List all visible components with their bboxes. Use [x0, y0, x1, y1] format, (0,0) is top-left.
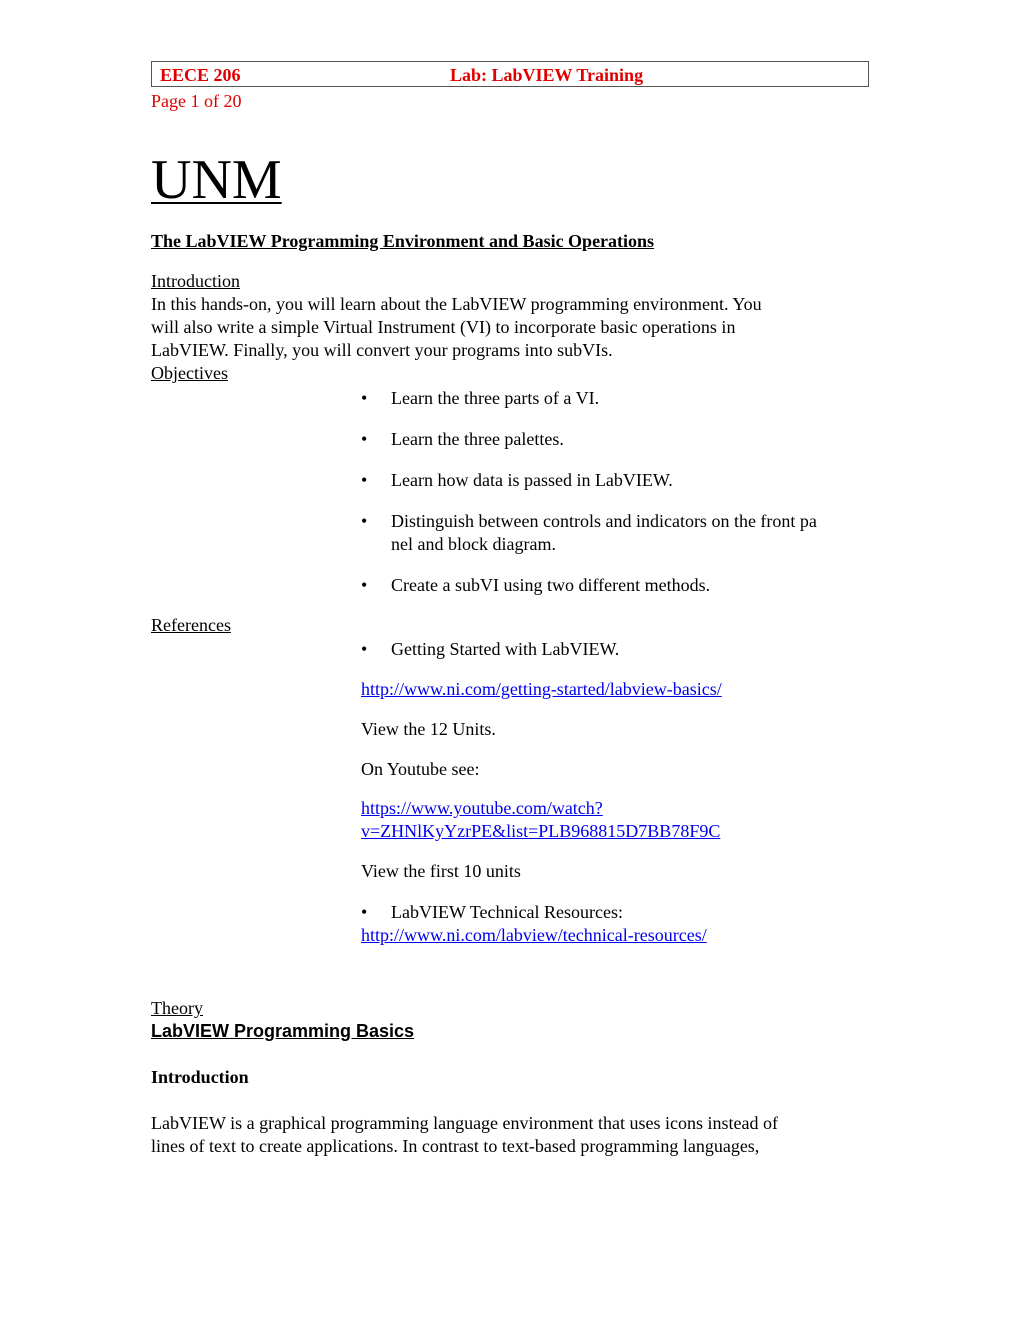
introduction-line-2: will also write a simple Virtual Instrument (VI) to incorporate basic operations in	[151, 317, 736, 337]
reference-item	[361, 901, 881, 924]
theory-line-2: lines of text to create applications. In contrast to text-based programming languages,	[151, 1136, 760, 1156]
technical-resources-link[interactable]: http://www.ni.com/labview/technical-resources/	[361, 925, 707, 945]
labview-basics-link[interactable]: http://www.ni.com/getting-started/labview-basics/	[361, 679, 722, 699]
objective-text: Learn the three palettes.	[391, 429, 564, 449]
objective-item	[361, 510, 881, 556]
introduction-line-3: LabVIEW. Finally, you will convert your programs into subVIs.	[151, 340, 613, 360]
bullet-icon: •	[361, 470, 368, 490]
document-title: The LabVIEW Programming Environment and Basic Operations	[151, 231, 655, 251]
theory-introduction-heading: Introduction	[151, 1067, 249, 1087]
youtube-link-line-1[interactable]: https://www.youtube.com/watch?	[361, 798, 603, 818]
bullet-icon: •	[361, 429, 368, 449]
objective-item	[361, 387, 881, 410]
objective-item	[361, 428, 881, 451]
view-first-units-text: View the first 10 units	[361, 861, 521, 881]
bullet-icon: •	[361, 388, 368, 408]
theory-heading: Theory	[151, 998, 203, 1018]
view-units-text: View the 12 Units.	[361, 719, 496, 739]
youtube-label: On Youtube see:	[361, 759, 480, 779]
objective-item	[361, 574, 881, 597]
header-box	[151, 61, 869, 87]
objective-text: Distinguish between controls and indicators on the front pa	[391, 511, 817, 531]
reference-text: LabVIEW Technical Resources:	[391, 902, 623, 922]
course-code: EECE 206	[160, 65, 241, 85]
bullet-icon: •	[361, 902, 368, 922]
theory-subheading: LabVIEW Programming Basics	[151, 1021, 415, 1041]
introduction-line-1: In this hands-on, you will learn about the LabVIEW programming environment. You	[151, 294, 762, 314]
objective-item	[361, 469, 881, 492]
bullet-icon: •	[361, 575, 368, 595]
bullet-icon: •	[361, 639, 368, 659]
page-number: Page 1 of 20	[151, 91, 242, 111]
references-heading: References	[151, 615, 231, 635]
objective-text-continued: nel and block diagram.	[391, 534, 556, 554]
theory-line-1: LabVIEW is a graphical programming language environment that uses icons instead of	[151, 1113, 778, 1133]
bullet-icon: •	[361, 511, 368, 531]
lab-title: Lab: LabVIEW Training	[450, 65, 644, 85]
objective-text: Learn how data is passed in LabVIEW.	[391, 470, 673, 490]
objective-text: Create a subVI using two different methods.	[391, 575, 711, 595]
reference-item	[361, 638, 881, 661]
objectives-heading: Objectives	[151, 363, 228, 383]
introduction-heading: Introduction	[151, 271, 240, 291]
reference-text: Getting Started with LabVIEW.	[391, 639, 620, 659]
youtube-link[interactable]	[361, 797, 881, 843]
objective-text: Learn the three parts of a VI.	[391, 388, 600, 408]
unm-logo-text: UNM	[151, 149, 282, 211]
youtube-link-line-2[interactable]: v=ZHNlKyYzrPE&list=PLB968815D7BB78F9C	[361, 821, 721, 841]
